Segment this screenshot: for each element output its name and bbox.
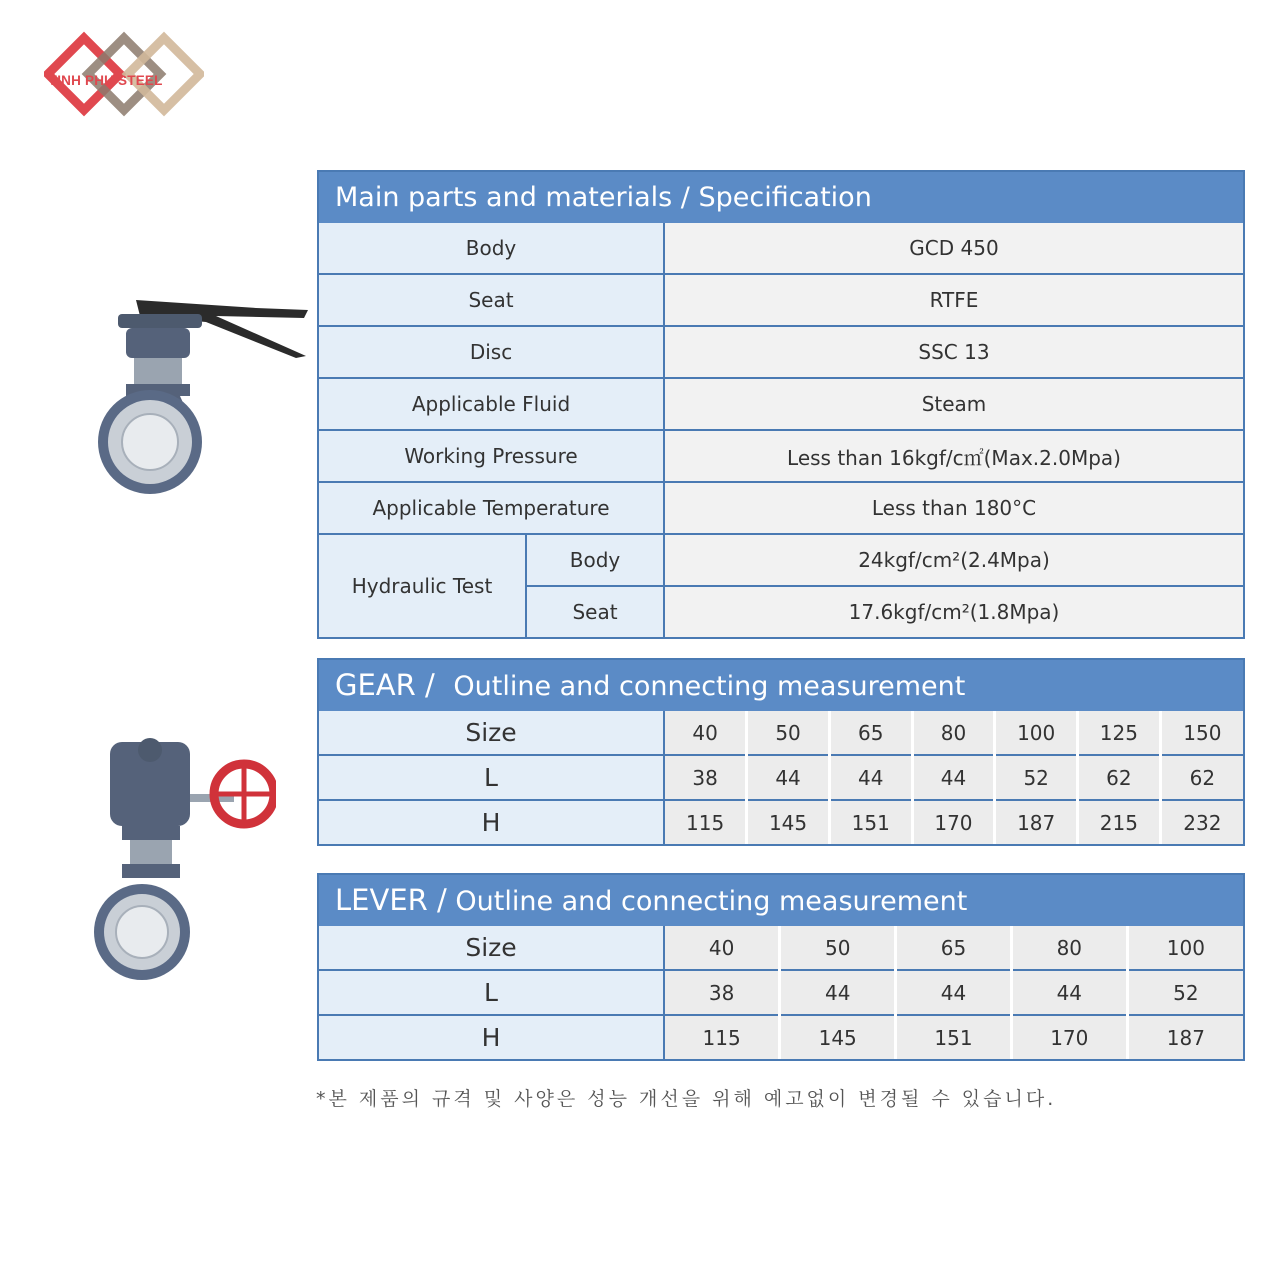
table-cell: 115 bbox=[664, 800, 747, 844]
spec-title: Main parts and materials / Specification bbox=[319, 172, 1243, 223]
lever-table bbox=[319, 926, 1243, 1059]
spec-label: Applicable Temperature bbox=[319, 482, 664, 534]
table-cell: 44 bbox=[1011, 970, 1127, 1015]
table-row bbox=[319, 711, 1243, 755]
gear-title-a: GEAR / bbox=[335, 668, 435, 702]
table-row bbox=[319, 274, 1243, 326]
row-label: Size bbox=[319, 926, 664, 970]
table-cell: 80 bbox=[1011, 926, 1127, 970]
row-label: L bbox=[319, 970, 664, 1015]
spec-label: Body bbox=[319, 223, 664, 274]
table-cell: 62 bbox=[1160, 755, 1243, 800]
table-cell: 100 bbox=[995, 711, 1078, 755]
spec-label: Disc bbox=[319, 326, 664, 378]
hydraulic-test-label: Hydraulic Test bbox=[319, 534, 526, 637]
table-cell: 62 bbox=[1078, 755, 1161, 800]
row-label: H bbox=[319, 1015, 664, 1059]
spec-label: Applicable Fluid bbox=[319, 378, 664, 430]
row-label: Size bbox=[319, 711, 664, 755]
table-cell: 187 bbox=[995, 800, 1078, 844]
spec-value: 17.6kgf/cm²(1.8Mpa) bbox=[664, 586, 1243, 637]
spec-value: 24kgf/cm²(2.4Mpa) bbox=[664, 534, 1243, 586]
table-cell: 125 bbox=[1078, 711, 1161, 755]
table-cell: 40 bbox=[664, 926, 780, 970]
spec-value: Less than 16kgf/c㎡(Max.2.0Mpa) bbox=[664, 430, 1243, 482]
gear-title bbox=[319, 660, 1243, 711]
table-cell: 187 bbox=[1127, 1015, 1243, 1059]
table-cell: 170 bbox=[912, 800, 995, 844]
table-cell: 52 bbox=[995, 755, 1078, 800]
spec-sublabel: Body bbox=[526, 534, 664, 586]
spec-value: Less than 180°C bbox=[664, 482, 1243, 534]
spec-table bbox=[319, 223, 1243, 637]
table-cell: 232 bbox=[1160, 800, 1243, 844]
table-row bbox=[319, 970, 1243, 1015]
table-cell: 38 bbox=[664, 970, 780, 1015]
table-row bbox=[319, 800, 1243, 844]
gear-table bbox=[319, 711, 1243, 844]
table-cell: 115 bbox=[664, 1015, 780, 1059]
table-cell: 170 bbox=[1011, 1015, 1127, 1059]
spec-value: RTFE bbox=[664, 274, 1243, 326]
table-cell: 80 bbox=[912, 711, 995, 755]
gear-panel bbox=[317, 658, 1245, 846]
table-cell: 40 bbox=[664, 711, 747, 755]
spec-value: Steam bbox=[664, 378, 1243, 430]
table-cell: 44 bbox=[896, 970, 1012, 1015]
spec-value: SSC 13 bbox=[664, 326, 1243, 378]
spec-panel bbox=[317, 170, 1245, 639]
table-row bbox=[319, 534, 1243, 586]
table-cell: 145 bbox=[780, 1015, 896, 1059]
table-cell: 215 bbox=[1078, 800, 1161, 844]
lever-panel bbox=[317, 873, 1245, 1061]
spec-sublabel: Seat bbox=[526, 586, 664, 637]
table-cell: 65 bbox=[896, 926, 1012, 970]
table-row bbox=[319, 326, 1243, 378]
table-row bbox=[319, 378, 1243, 430]
table-cell: 65 bbox=[829, 711, 912, 755]
footnote: *본 제품의 규격 및 사양은 성능 개선을 위해 예고없이 변경될 수 있습니다. bbox=[316, 1088, 1057, 1110]
row-label: L bbox=[319, 755, 664, 800]
row-label: H bbox=[319, 800, 664, 844]
table-cell: 150 bbox=[1160, 711, 1243, 755]
spec-value: GCD 450 bbox=[664, 223, 1243, 274]
table-row bbox=[319, 430, 1243, 482]
table-cell: 44 bbox=[780, 970, 896, 1015]
gear-title-b: Outline and connecting measurement bbox=[453, 671, 966, 702]
table-cell: 52 bbox=[1127, 970, 1243, 1015]
table-cell: 151 bbox=[896, 1015, 1012, 1059]
lever-title-a: LEVER / bbox=[335, 883, 447, 917]
table-row bbox=[319, 1015, 1243, 1059]
table-row bbox=[319, 223, 1243, 274]
lever-title bbox=[319, 875, 1243, 926]
table-row bbox=[319, 482, 1243, 534]
table-cell: 50 bbox=[780, 926, 896, 970]
gear-valve-image bbox=[92, 736, 276, 986]
lever-title-b: Outline and connecting measurement bbox=[455, 886, 968, 917]
table-cell: 151 bbox=[829, 800, 912, 844]
table-cell: 38 bbox=[664, 755, 747, 800]
table-row bbox=[319, 755, 1243, 800]
table-cell: 44 bbox=[747, 755, 830, 800]
table-cell: 100 bbox=[1127, 926, 1243, 970]
table-cell: 44 bbox=[912, 755, 995, 800]
spec-label: Seat bbox=[319, 274, 664, 326]
table-row bbox=[319, 926, 1243, 970]
lever-valve-image bbox=[96, 286, 310, 498]
table-cell: 145 bbox=[747, 800, 830, 844]
logo-text: VINH PHU STEEL bbox=[48, 73, 163, 88]
spec-label: Working Pressure bbox=[319, 430, 664, 482]
table-cell: 44 bbox=[829, 755, 912, 800]
table-cell: 50 bbox=[747, 711, 830, 755]
